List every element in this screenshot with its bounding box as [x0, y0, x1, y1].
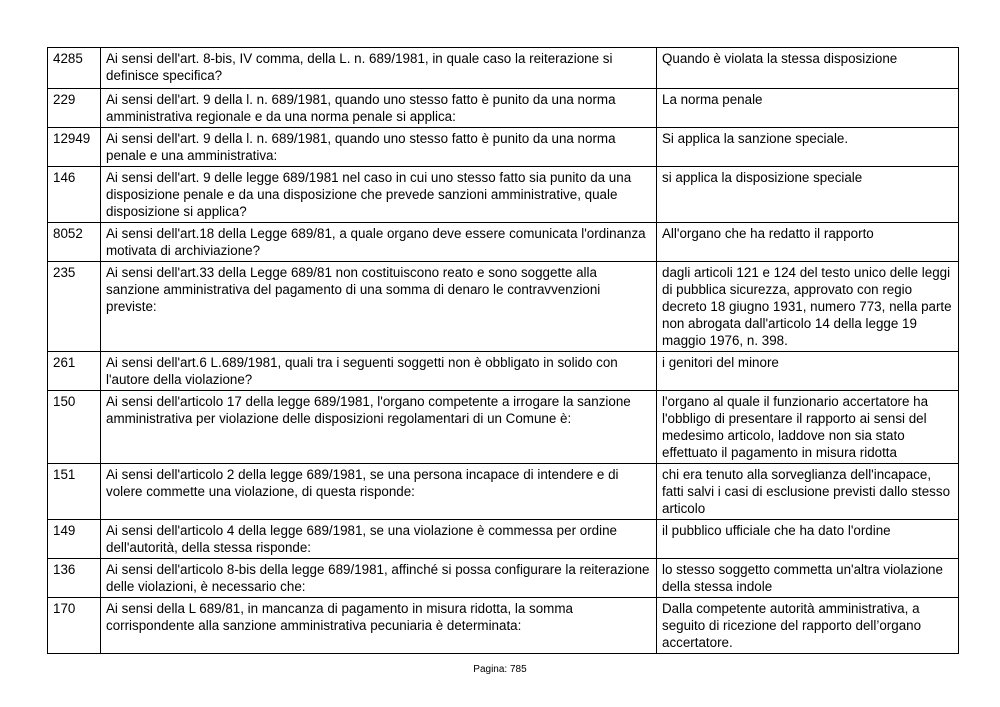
- answer-text: Si applica la sanzione speciale.: [657, 128, 959, 167]
- answer-text: il pubblico ufficiale che ha dato l'ordine: [657, 520, 959, 559]
- table-row: [48, 598, 959, 654]
- table-row: [48, 167, 959, 223]
- question-id: 149: [48, 520, 101, 559]
- question-id: 235: [48, 262, 101, 352]
- question-text: Ai sensi dell'articolo 2 della legge 689/1981, se una persona incapace di intendere e di volere commette una violazione, di questa risponde:: [101, 464, 657, 520]
- question-text: Ai sensi dell'art. 9 della l. n. 689/1981, quando uno stesso fatto è punito da una norma penale e una amministrativa:: [101, 128, 657, 167]
- question-text: Ai sensi dell'art.33 della Legge 689/81 non costituiscono reato e sono soggette alla sanzione amministrativa del pagamento di una somma di denaro le contravvenzioni previste:: [101, 262, 657, 352]
- question-id: 150: [48, 391, 101, 464]
- question-id: 229: [48, 89, 101, 128]
- answer-text: dagli articoli 121 e 124 del testo unico delle leggi di pubblica sicurezza, approvato con regio decreto 18 giugno 1931, numero 773, nella parte non abrogata dall'articolo 14 della legge 19 maggio 1976, n. 398.: [657, 262, 959, 352]
- answer-text: chi era tenuto alla sorveglianza dell'incapace, fatti salvi i casi di esclusione previsti dallo stesso articolo: [657, 464, 959, 520]
- table-row: [48, 464, 959, 520]
- table-row: [48, 520, 959, 559]
- answer-text: lo stesso soggetto commetta un'altra violazione della stessa indole: [657, 559, 959, 598]
- table-row: [48, 48, 959, 89]
- question-id: 151: [48, 464, 101, 520]
- answer-text: l'organo al quale il funzionario accertatore ha l'obbligo di presentare il rapporto ai sensi del medesimo articolo, laddove non sia stato effettuato il pagamento in misura ridotta: [657, 391, 959, 464]
- question-text: Ai sensi dell'art. 9 delle legge 689/1981 nel caso in cui uno stesso fatto sia punito da una disposizione penale e da una disposizione che prevede sanzioni amministrative, quale disposizione si applica?: [101, 167, 657, 223]
- question-text: Ai sensi dell'art.18 della Legge 689/81, a quale organo deve essere comunicata l'ordinanza motivata di archiviazione?: [101, 223, 657, 262]
- table-row: [48, 391, 959, 464]
- answer-text: La norma penale: [657, 89, 959, 128]
- question-text: Ai sensi dell'articolo 17 della legge 689/1981, l'organo competente a irrogare la sanzione amministrativa per violazione delle disposizioni regolamentari di un Comune è:: [101, 391, 657, 464]
- quiz-table: [47, 47, 959, 654]
- table-row: [48, 89, 959, 128]
- question-id: 261: [48, 352, 101, 391]
- table-row: [48, 223, 959, 262]
- question-id: 146: [48, 167, 101, 223]
- question-id: 136: [48, 559, 101, 598]
- question-text: Ai sensi dell'art. 9 della l. n. 689/1981, quando uno stesso fatto è punito da una norma amministrativa regionale e da una norma penale si applica:: [101, 89, 657, 128]
- question-text: Ai sensi della L 689/81, in mancanza di pagamento in misura ridotta, la somma corrispondente alla sanzione amministrativa pecuniaria è determinata:: [101, 598, 657, 654]
- table-row: [48, 352, 959, 391]
- question-id: 170: [48, 598, 101, 654]
- table-row: [48, 559, 959, 598]
- question-text: Ai sensi dell'art.6 L.689/1981, quali tra i seguenti soggetti non è obbligato in solido con l'autore della violazione?: [101, 352, 657, 391]
- question-id: 12949: [48, 128, 101, 167]
- page-footer: [0, 664, 1000, 676]
- answer-text: i genitori del minore: [657, 352, 959, 391]
- table-row: [48, 128, 959, 167]
- question-text: Ai sensi dell'articolo 4 della legge 689/1981, se una violazione è commessa per ordine dell'autorità, della stessa risponde:: [101, 520, 657, 559]
- page-number: Pagina: 785: [473, 664, 527, 675]
- answer-text: Quando è violata la stessa disposizione: [657, 48, 959, 89]
- answer-text: Dalla competente autorità amministrativa, a seguito di ricezione del rapporto dell’organo accertatore.: [657, 598, 959, 654]
- question-id: 8052: [48, 223, 101, 262]
- answer-text: All'organo che ha redatto il rapporto: [657, 223, 959, 262]
- table-row: [48, 262, 959, 352]
- answer-text: si applica la disposizione speciale: [657, 167, 959, 223]
- question-id: 4285: [48, 48, 101, 89]
- question-text: Ai sensi dell'articolo 8-bis della legge 689/1981, affinché si possa configurare la reiterazione delle violazioni, è necessario che:: [101, 559, 657, 598]
- question-text: Ai sensi dell'art. 8-bis, IV comma, della L. n. 689/1981, in quale caso la reiterazione si definisce specifica?: [101, 48, 657, 89]
